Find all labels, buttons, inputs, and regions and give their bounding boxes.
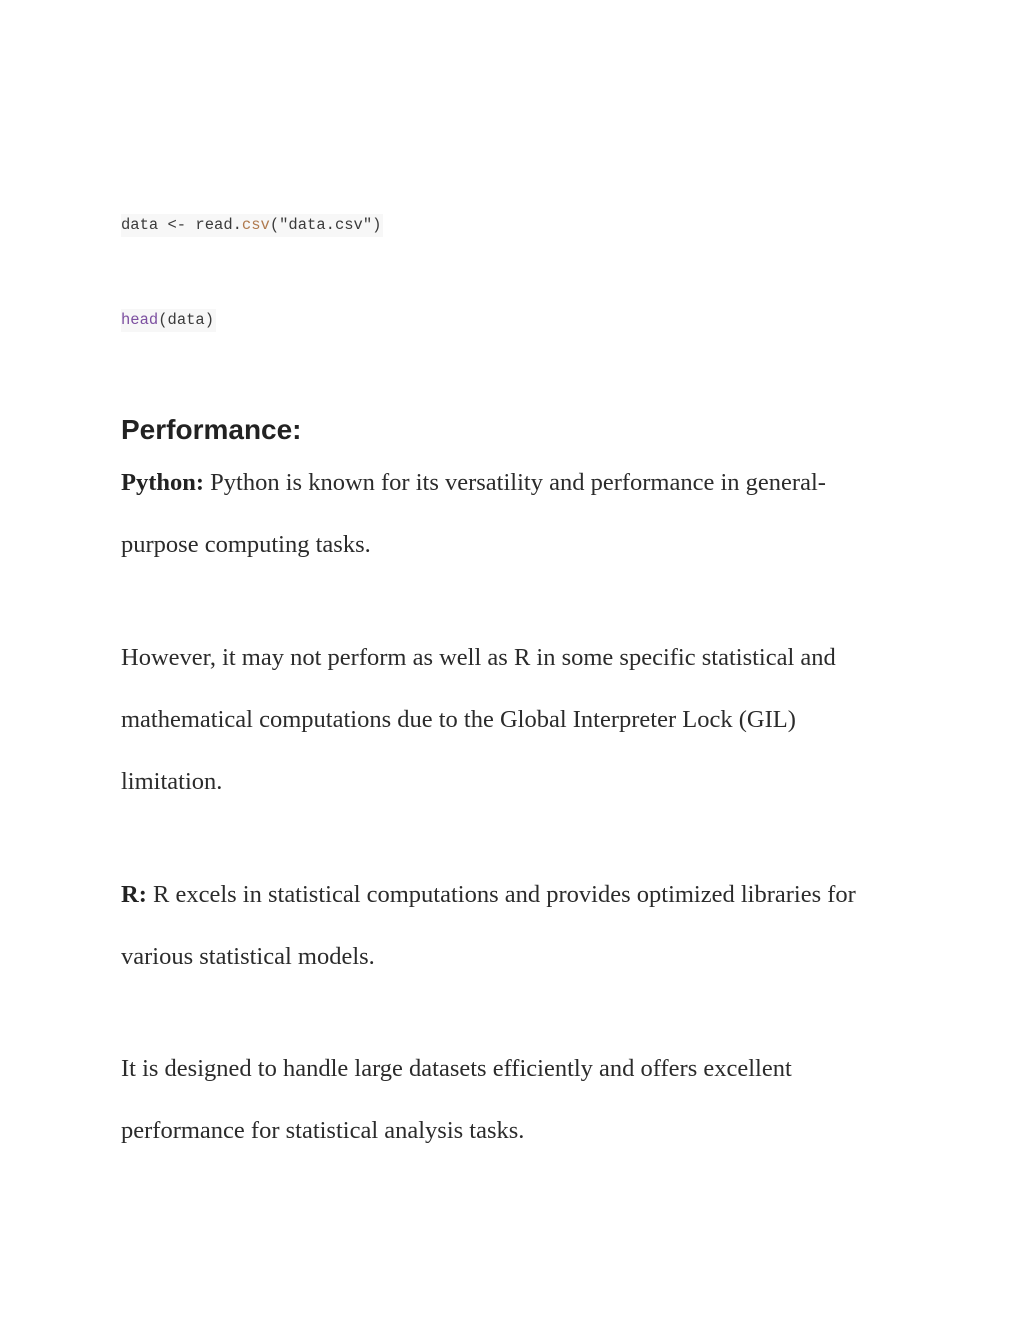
paragraph-label: Python: <box>121 469 205 496</box>
code-line-head <box>121 309 216 332</box>
paragraph-python <box>121 452 901 576</box>
paragraph-text: However, it may not perform as well as R in some specific statistical and mathematical computations due to the Global Interpreter Lock (GIL) limitation. <box>121 644 836 795</box>
paragraph-python-limitation <box>121 627 901 813</box>
code-function-name: csv <box>241 216 270 234</box>
paragraph-text: Python is known for its versatility and performance in general-purpose computing tasks. <box>121 469 826 558</box>
code-args: (data) <box>158 311 215 329</box>
code-text: data <- read. <box>121 216 242 234</box>
code-args: ("data.csv") <box>269 216 382 234</box>
code-line-read-csv <box>121 214 383 237</box>
paragraph-r <box>121 864 901 988</box>
section-heading: Performance: <box>121 414 302 445</box>
code-function-name: head <box>121 311 159 329</box>
paragraph-text: It is designed to handle large datasets efficiently and offers excellent performance for statistical analysis tasks. <box>121 1055 792 1144</box>
paragraph-text: R excels in statistical computations and provides optimized libraries for various statistical models. <box>121 881 856 970</box>
paragraph-r-datasets <box>121 1038 901 1162</box>
paragraph-label: R: <box>121 881 147 908</box>
